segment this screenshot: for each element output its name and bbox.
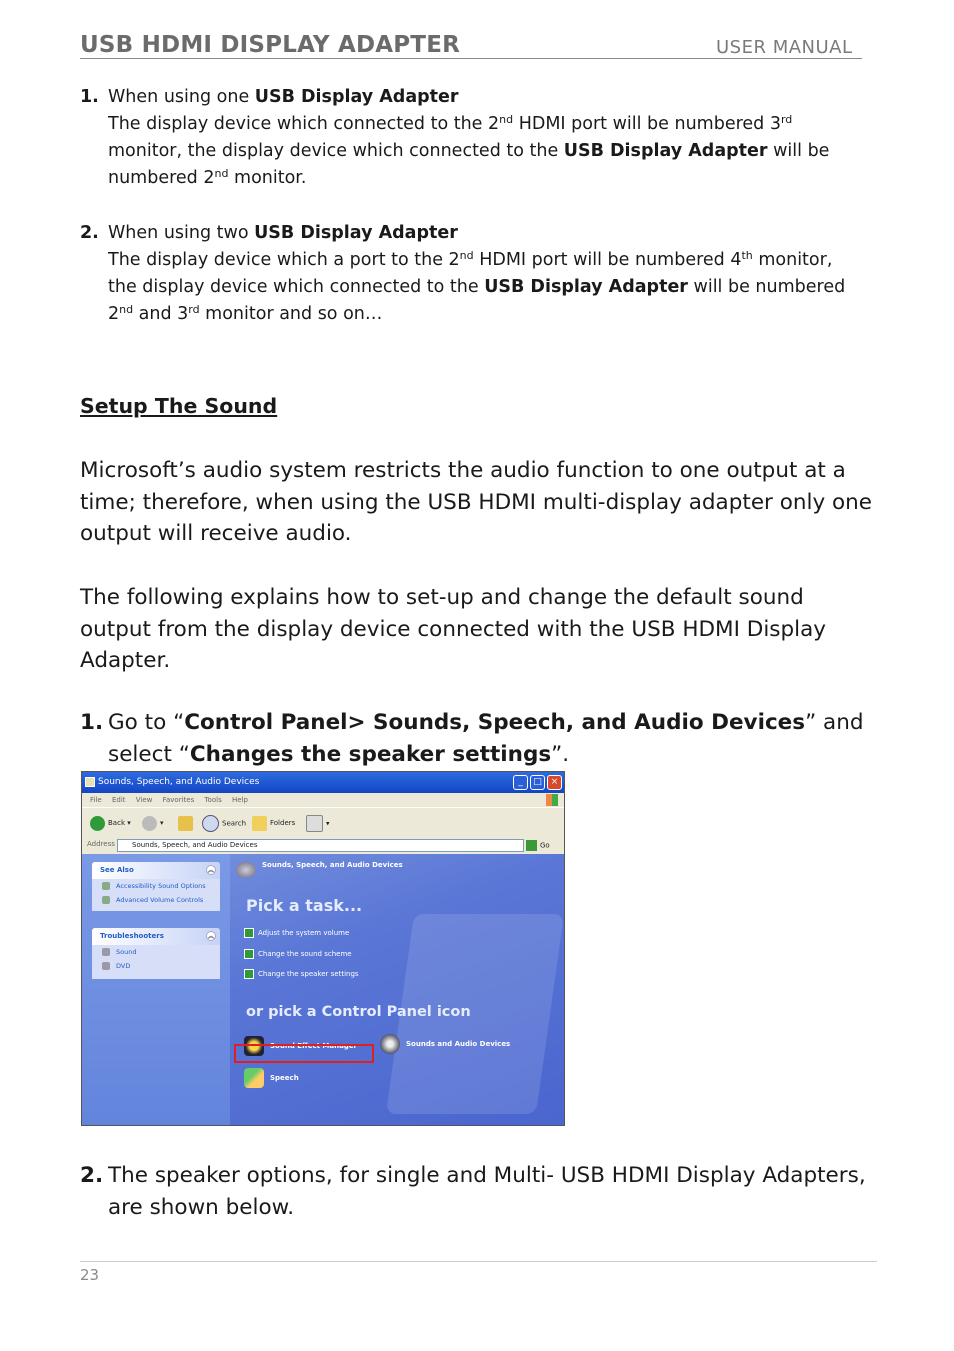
speech-link[interactable]: Speech <box>244 1068 299 1088</box>
search-icon <box>202 815 219 832</box>
forward-button[interactable]: ▾ <box>142 815 164 831</box>
list1-item1-text: When using one USB Display Adapter The display device which connected to the 2nd HDMI port will be numbered 3rd monitor, the display device which connected to the USB Display Adapter will be numbered 2nd monitor. <box>108 87 830 188</box>
header-title: USB HDMI DISPLAY ADAPTER <box>80 32 461 58</box>
task-change-sound-scheme[interactable]: Change the sound scheme <box>244 948 352 960</box>
windows-logo-icon <box>546 794 558 806</box>
task-pane <box>82 854 230 1126</box>
list1-item2-number: 2. <box>80 223 99 243</box>
header-manual-label: USER MANUAL <box>716 37 853 58</box>
accessibility-icon <box>102 882 110 890</box>
menu-view[interactable]: View <box>135 796 153 804</box>
task-adjust-volume[interactable]: Adjust the system volume <box>244 927 349 939</box>
menu-file[interactable]: File <box>90 796 102 804</box>
menu-edit[interactable]: Edit <box>111 796 126 804</box>
step1-number: 1. <box>80 710 104 735</box>
help-icon <box>102 962 110 970</box>
step2-text: The speaker options, for single and Multi- USB HDMI Display Adapters, are shown below. <box>108 1163 866 1220</box>
category-pane <box>230 854 564 1126</box>
forward-arrow-icon <box>142 816 157 831</box>
paragraph-audio-restriction: Microsoft’s audio system restricts the audio function to one output at a time; therefore, when using the USB HDMI multi-display adapter only one output will receive audio. <box>80 458 873 546</box>
address-input[interactable]: Sounds, Speech, and Audio Devices <box>117 839 524 852</box>
see-also-panel <box>92 862 220 911</box>
minimize-icon[interactable]: _ <box>513 775 528 790</box>
control-panel-screenshot <box>81 771 565 1126</box>
folder-icon <box>252 816 267 831</box>
window-title: Sounds, Speech, and Audio Devices <box>98 777 260 787</box>
speaker-category-icon <box>236 862 256 878</box>
menu-tools[interactable]: Tools <box>204 796 222 804</box>
window-icon <box>85 777 95 787</box>
menu-help[interactable]: Help <box>231 796 248 804</box>
sounds-audio-devices-link[interactable]: Sounds and Audio Devices <box>380 1034 510 1054</box>
toolbar <box>82 807 564 839</box>
collapse-chevron-icon[interactable]: ︽ <box>207 933 214 940</box>
back-button[interactable]: Back ▾ <box>90 815 131 831</box>
close-icon[interactable]: × <box>547 775 562 790</box>
speech-icon <box>244 1068 264 1088</box>
pick-task-heading: Pick a task... <box>246 896 363 915</box>
speaker-icon <box>380 1034 400 1054</box>
window-titlebar <box>82 772 564 793</box>
see-also-item[interactable]: Advanced Volume Controls <box>92 893 220 907</box>
or-pick-icon-heading: or pick a Control Panel icon <box>246 1004 471 1020</box>
list1-item1-number: 1. <box>80 87 99 107</box>
window-content <box>82 854 564 1126</box>
step1-text: Go to “Control Panel> Sounds, Speech, and Audio Devices” and select “Changes the speaker settings”. <box>108 710 864 767</box>
header-divider <box>80 58 862 59</box>
help-icon <box>102 948 110 956</box>
menu-bar <box>82 793 564 807</box>
up-folder-button[interactable] <box>178 815 196 831</box>
troubleshooter-item[interactable]: DVD <box>92 959 220 973</box>
task-arrow-icon <box>244 949 254 959</box>
maximize-icon[interactable]: □ <box>530 775 545 790</box>
up-folder-icon <box>178 816 193 831</box>
task-change-speaker-settings[interactable]: Change the speaker settings <box>244 968 359 980</box>
footer-divider <box>80 1261 877 1262</box>
highlight-box <box>234 1044 374 1063</box>
task-arrow-icon <box>244 969 254 979</box>
category-title: Sounds, Speech, and Audio Devices <box>262 861 403 869</box>
troubleshooters-panel <box>92 928 220 979</box>
section-title: Setup The Sound <box>80 394 278 418</box>
menu-favorites[interactable]: Favorites <box>162 796 195 804</box>
go-button[interactable]: Go <box>526 840 550 851</box>
search-button[interactable]: Search <box>202 815 246 831</box>
views-icon <box>306 815 323 832</box>
see-also-item[interactable]: Accessibility Sound Options <box>92 879 220 893</box>
folders-button[interactable]: Folders <box>252 815 295 831</box>
back-arrow-icon <box>90 816 105 831</box>
list1-item2-text: When using two USB Display Adapter The display device which a port to the 2nd HDMI port will be numbered 4th monitor, the display device which connected to the USB Display Adapter will be numbered 2nd and 3rd monitor and so on… <box>108 223 846 324</box>
page-number: 23 <box>80 1266 100 1284</box>
volume-control-icon <box>102 896 110 904</box>
sound-effect-manager-link[interactable]: Sound Effect Manager <box>244 1036 357 1056</box>
address-label: Address <box>87 840 115 848</box>
task-arrow-icon <box>244 928 254 938</box>
views-button[interactable]: ▾ <box>306 815 330 831</box>
paragraph-setup-explanation: The following explains how to set-up and change the default sound output from the display device connected with the USB HDMI Display Adapter. <box>80 585 827 673</box>
step2-number: 2. <box>80 1163 104 1188</box>
collapse-chevron-icon[interactable]: ︽ <box>207 867 214 874</box>
troubleshooters-header[interactable]: Troubleshooters ︽ <box>92 928 220 945</box>
address-bar <box>82 837 564 854</box>
troubleshooter-item[interactable]: Sound <box>92 945 220 959</box>
see-also-header[interactable]: See Also ︽ <box>92 862 220 879</box>
go-arrow-icon <box>526 840 537 851</box>
